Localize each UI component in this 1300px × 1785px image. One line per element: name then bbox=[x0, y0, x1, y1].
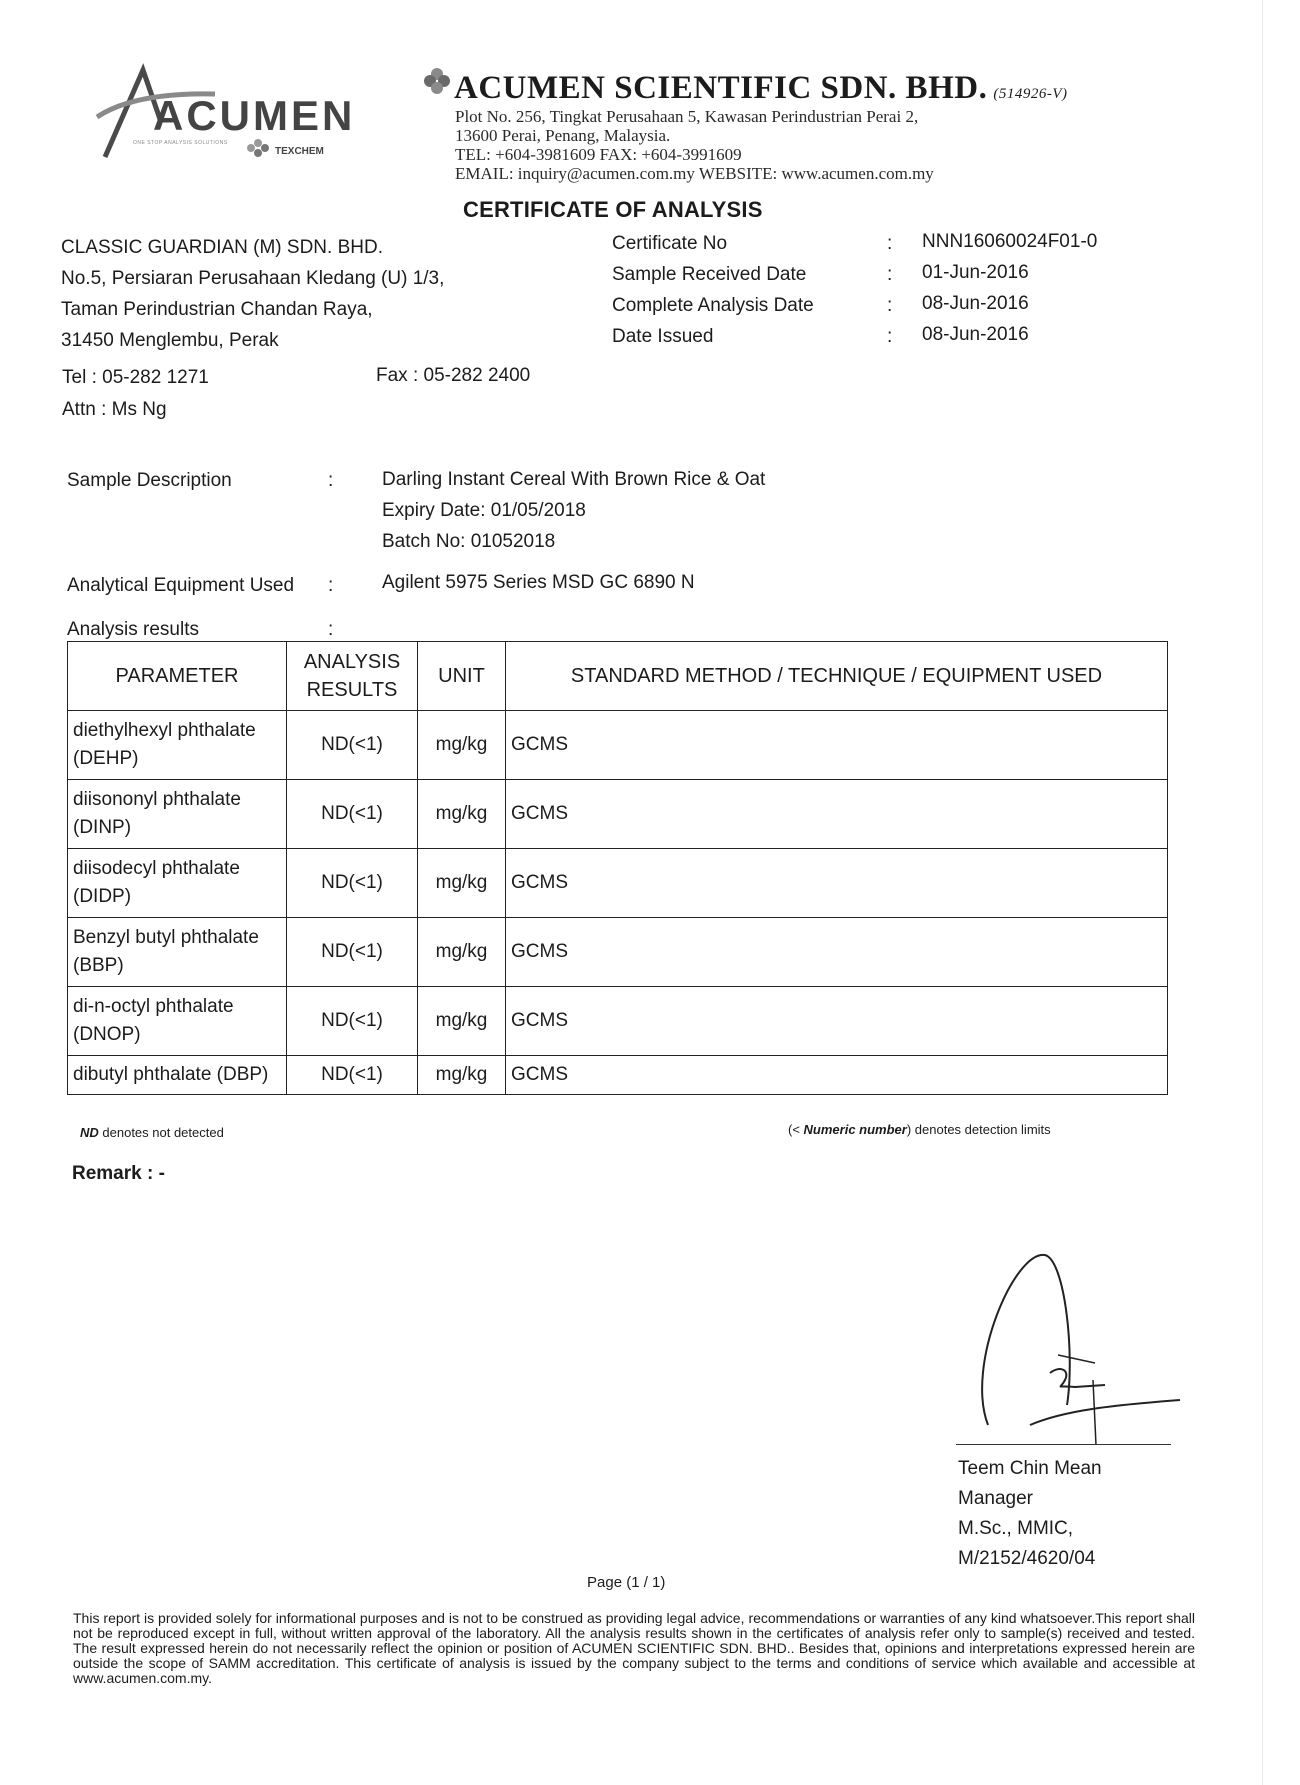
disclaimer: This report is provided solely for informational purposes and is not to be construed as providing legal advice, recommendations or warranties of any kind whatsoever.This report shall not be reproduced except in full, without written approval of the laboratory. All the analysis results shown in the certificates of analysis refer only to sample(s) received and tested. The result expressed herein do not necessarily reflect the opinion or position of ACUMEN SCIENTIFIC SDN. BHD.. Besides that, opinions and interpretations expressed herein are outside the scope of SAMM accreditation. This certificate of analysis is issued by the company subject to the terms and conditions of service which available and accessible at www.acumen.com.my. bbox=[73, 1610, 1195, 1686]
info-label: Certificate No bbox=[612, 233, 728, 254]
signatory-name: Teem Chin Mean bbox=[958, 1458, 1102, 1479]
cell-result: ND(<1) bbox=[287, 987, 418, 1056]
cell-result: ND(<1) bbox=[287, 1056, 418, 1095]
cell-parameter: diethylhexyl phthalate (DEHP) bbox=[68, 711, 287, 780]
document-title: CERTIFICATE OF ANALYSIS bbox=[463, 197, 763, 222]
info-row-date-issued bbox=[612, 326, 1132, 357]
nd-text: denotes not detected bbox=[98, 1125, 224, 1140]
signature bbox=[955, 1245, 1185, 1445]
cell-parameter: diisodecyl phthalate (DIDP) bbox=[68, 849, 287, 918]
company-name bbox=[454, 70, 1067, 107]
company-name-text: ACUMEN SCIENTIFIC SDN. BHD. bbox=[454, 70, 988, 106]
address-line: 13600 Perai, Penang, Malaysia. bbox=[455, 126, 671, 145]
company-address bbox=[455, 107, 934, 183]
info-value: 08-Jun-2016 bbox=[922, 324, 1029, 345]
scan-edge-mark bbox=[1262, 0, 1263, 1785]
table-header-row bbox=[68, 642, 1168, 711]
info-label: Date Issued bbox=[612, 326, 714, 347]
client-block bbox=[61, 232, 444, 356]
acumen-logo bbox=[95, 62, 356, 172]
cell-method: GCMS bbox=[506, 987, 1168, 1056]
info-colon: : bbox=[887, 326, 893, 347]
cell-unit: mg/kg bbox=[418, 780, 506, 849]
cell-method: GCMS bbox=[506, 711, 1168, 780]
client-address-line: 31450 Menglembu, Perak bbox=[61, 330, 279, 351]
cell-method: GCMS bbox=[506, 780, 1168, 849]
cell-unit: mg/kg bbox=[418, 711, 506, 780]
logo-wordmark: ACUMEN bbox=[153, 92, 356, 139]
client-address-line: No.5, Persiaran Perusahaan Kledang (U) 1/3, bbox=[61, 268, 445, 289]
sample-description-line: Expiry Date: 01/05/2018 bbox=[382, 500, 586, 521]
cell-method: GCMS bbox=[506, 918, 1168, 987]
cell-parameter: dibutyl phthalate (DBP) bbox=[68, 1056, 287, 1095]
certificate-info bbox=[612, 233, 1132, 357]
cell-parameter: di-n-octyl phthalate (DNOP) bbox=[68, 987, 287, 1056]
cell-unit: mg/kg bbox=[418, 1056, 506, 1095]
table-row bbox=[68, 711, 1168, 780]
info-colon: : bbox=[887, 295, 893, 316]
analysis-results-label: Analysis results bbox=[67, 619, 199, 640]
table-row bbox=[68, 918, 1168, 987]
address-line: Plot No. 256, Tingkat Perusahaan 5, Kawasan Perindustrian Perai 2, bbox=[455, 107, 919, 126]
client-attn: Attn : Ms Ng bbox=[62, 399, 167, 420]
cell-method: GCMS bbox=[506, 849, 1168, 918]
cell-unit: mg/kg bbox=[418, 849, 506, 918]
detection-limit-footnote bbox=[788, 1122, 1051, 1137]
client-fax: Fax : 05-282 2400 bbox=[376, 365, 531, 386]
cell-result: ND(<1) bbox=[287, 711, 418, 780]
sample-description-colon: : bbox=[328, 470, 334, 491]
cell-result: ND(<1) bbox=[287, 780, 418, 849]
cell-parameter: Benzyl butyl phthalate (BBP) bbox=[68, 918, 287, 987]
company-registration: (514926-V) bbox=[993, 86, 1068, 102]
limit-suffix: ) denotes detection limits bbox=[906, 1122, 1051, 1137]
client-tel: Tel : 05-282 1271 bbox=[62, 367, 209, 388]
sample-description-line: Batch No: 01052018 bbox=[382, 531, 556, 552]
address-line: EMAIL: inquiry@acumen.com.my WEBSITE: www.acumen.com.my bbox=[455, 164, 934, 183]
column-header-results: ANALYSIS RESULTS bbox=[287, 642, 418, 711]
page-number: Page (1 / 1) bbox=[587, 1574, 666, 1591]
client-name: CLASSIC GUARDIAN (M) SDN. BHD. bbox=[61, 237, 383, 258]
equipment-value: Agilent 5975 Series MSD GC 6890 N bbox=[382, 572, 695, 593]
limit-prefix: (< bbox=[788, 1122, 804, 1137]
table-row bbox=[68, 987, 1168, 1056]
cell-result: ND(<1) bbox=[287, 849, 418, 918]
signatory-registration: M/2152/4620/04 bbox=[958, 1548, 1096, 1569]
info-value: NNN16060024F01-0 bbox=[922, 231, 1098, 252]
info-row-sample-received bbox=[612, 264, 1132, 295]
nd-footnote bbox=[80, 1125, 224, 1140]
limit-emphasis: Numeric number bbox=[803, 1122, 907, 1137]
company-flower-icon bbox=[423, 67, 451, 95]
address-line: TEL: +604-3981609 FAX: +604-3991609 bbox=[455, 145, 742, 164]
cell-parameter: diisononyl phthalate (DINP) bbox=[68, 780, 287, 849]
cell-result: ND(<1) bbox=[287, 918, 418, 987]
column-header-parameter: PARAMETER bbox=[68, 642, 287, 711]
equipment-colon: : bbox=[328, 575, 334, 596]
column-header-unit: UNIT bbox=[418, 642, 506, 711]
cell-unit: mg/kg bbox=[418, 987, 506, 1056]
sample-description-value bbox=[382, 464, 765, 557]
info-label: Complete Analysis Date bbox=[612, 295, 814, 316]
cell-unit: mg/kg bbox=[418, 918, 506, 987]
table-row bbox=[68, 849, 1168, 918]
info-value: 01-Jun-2016 bbox=[922, 262, 1029, 283]
table-row bbox=[68, 1056, 1168, 1095]
logo-partner: TEXCHEM bbox=[275, 146, 324, 157]
info-value: 08-Jun-2016 bbox=[922, 293, 1029, 314]
info-row-certificate-no bbox=[612, 233, 1132, 264]
cell-method: GCMS bbox=[506, 1056, 1168, 1095]
signatory-qualification: M.Sc., MMIC, bbox=[958, 1518, 1074, 1539]
info-label: Sample Received Date bbox=[612, 264, 807, 285]
signatory-title: Manager bbox=[958, 1488, 1033, 1509]
sample-description-label: Sample Description bbox=[67, 470, 232, 491]
results-table bbox=[67, 641, 1168, 1095]
info-colon: : bbox=[887, 233, 893, 254]
info-colon: : bbox=[887, 264, 893, 285]
remark: Remark : - bbox=[72, 1163, 165, 1184]
signature-line bbox=[956, 1444, 1171, 1445]
column-header-method: STANDARD METHOD / TECHNIQUE / EQUIPMENT USED bbox=[506, 642, 1168, 711]
signatory-block bbox=[958, 1454, 1102, 1574]
table-row bbox=[68, 780, 1168, 849]
client-address-line: Taman Perindustrian Chandan Raya, bbox=[61, 299, 373, 320]
sample-description-line: Darling Instant Cereal With Brown Rice & Oat bbox=[382, 469, 766, 490]
analysis-results-colon: : bbox=[328, 619, 334, 640]
nd-code: ND bbox=[80, 1125, 99, 1140]
equipment-label: Analytical Equipment Used bbox=[67, 575, 295, 596]
logo-tagline: ONE STOP ANALYSIS SOLUTIONS bbox=[133, 140, 228, 146]
info-row-complete-analysis bbox=[612, 295, 1132, 326]
